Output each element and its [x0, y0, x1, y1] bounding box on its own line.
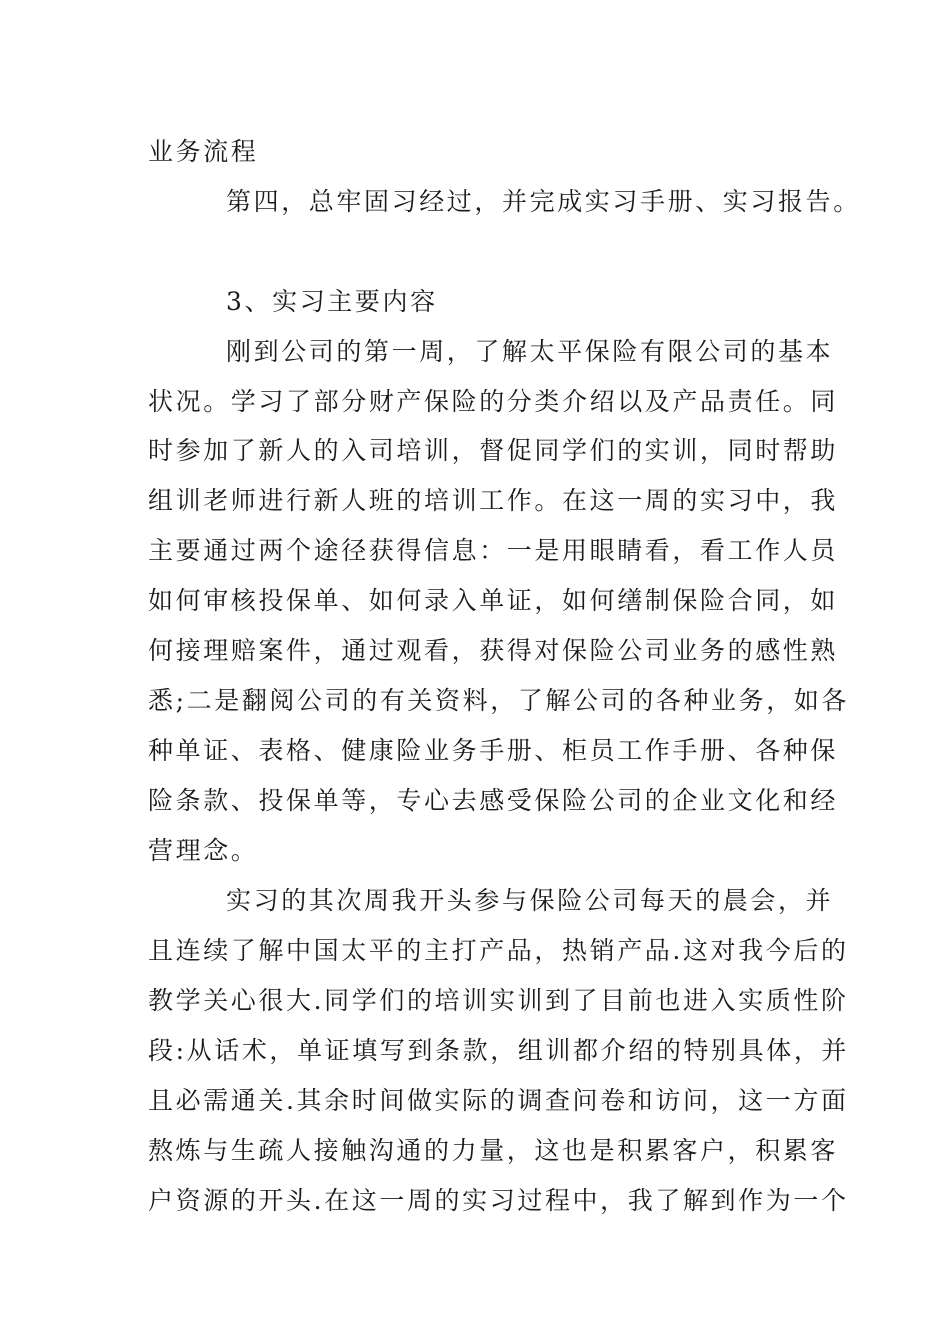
text-line: 且必需通关.其余时间做实际的调查问卷和访问，这一方面 [148, 1086, 849, 1115]
section-heading: 3、实习主要内容 [226, 287, 438, 316]
text-line: 户资源的开头.在这一周的实习过程中，我了解到作为一个 [148, 1186, 849, 1215]
text-line: 实习的其次周我开头参与保险公司每天的晨会，并 [226, 886, 834, 915]
text-line: 熬炼与生疏人接触沟通的力量，这也是积累客户，积累客 [148, 1136, 839, 1165]
text-line: 且连续了解中国太平的主打产品，热销产品.这对我今后的 [148, 936, 849, 965]
text-line: 何接理赔案件，通过观看，获得对保险公司业务的感性熟 [148, 636, 839, 665]
text-line: 组训老师进行新人班的培训工作。在这一周的实习中，我 [148, 486, 839, 515]
text-line: 段:从话术，单证填写到条款，组训都介绍的特别具体，并 [148, 1036, 850, 1065]
text-line: 营理念。 [148, 836, 259, 865]
text-line: 刚到公司的第一周，了解太平保险有限公司的基本 [226, 337, 834, 366]
text-line: 教学关心很大.同学们的培训实训到了目前也进入实质性阶 [148, 986, 849, 1015]
text-line: 业务流程 [148, 137, 259, 166]
text-line: 主要通过两个途径获得信息：一是用眼睛看，看工作人员 [148, 536, 839, 565]
text-line: 悉;二是翻阅公司的有关资料，了解公司的各种业务，如各 [148, 686, 850, 715]
text-line: 种单证、表格、健康险业务手册、柜员工作手册、各种保 [148, 736, 839, 765]
text-line: 第四，总牢固习经过，并完成实习手册、实习报告。 [226, 187, 861, 216]
text-line: 状况。学习了部分财产保险的分类介绍以及产品责任。同 [148, 387, 839, 416]
text-line: 如何审核投保单、如何录入单证，如何缮制保险合同，如 [148, 586, 839, 615]
text-line: 险条款、投保单等，专心去感受保险公司的企业文化和经 [148, 786, 839, 815]
text-line: 时参加了新人的入司培训，督促同学们的实训，同时帮助 [148, 436, 839, 465]
